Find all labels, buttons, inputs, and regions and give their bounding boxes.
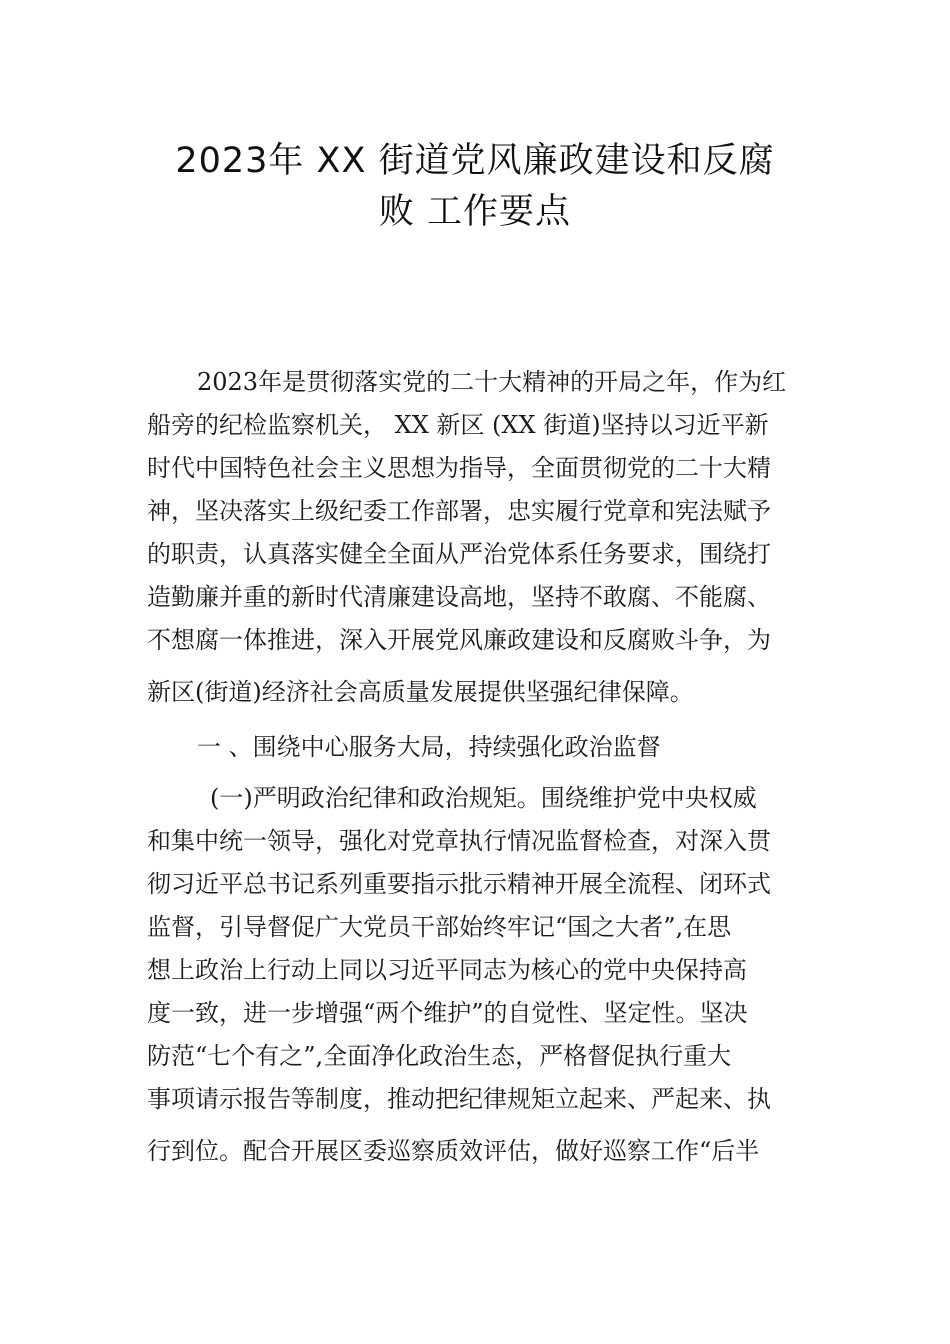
paragraph-line: 和集中统一领导，强化对党章执行情况监督检查，对深入贯 bbox=[147, 827, 771, 855]
document-title-line-1: 2023年 XX 街道党风廉政建设和反腐 bbox=[175, 141, 775, 181]
paragraph-line: 防范“七个有之”,全面净化政治生态，严格督促执行重大 bbox=[147, 1042, 732, 1070]
paragraph-line: 的职责，认真落实健全全面从严治党体系任务要求，围绕打 bbox=[147, 540, 771, 568]
paragraph-line: 时代中国特色社会主义思想为指导，全面贯彻党的二十大精 bbox=[147, 454, 771, 482]
paragraph-line: 造勤廉并重的新时代清廉建设高地，坚持不敢腐、不能腐、 bbox=[147, 583, 771, 611]
paragraph-line: 想上政治上行动上同以习近平同志为核心的党中央保持高 bbox=[147, 956, 747, 984]
section-heading: 一 、围绕中心服务大局，持续强化政治监督 bbox=[197, 733, 661, 761]
paragraph-line: 彻习近平总书记系列重要指示批示精神开展全流程、闭环式 bbox=[147, 870, 771, 898]
paragraph-line: 船旁的纪检监察机关， XX 新区 (XX 街道)坚持以习近平新 bbox=[147, 411, 769, 439]
document-title-line-2: 败 工作要点 bbox=[378, 192, 572, 232]
paragraph-line: 新区(街道)经济社会高质量发展提供坚强纪律保障。 bbox=[147, 678, 694, 706]
paragraph-line: 度一致，进一步增强“两个维护”的自觉性、坚定性。坚决 bbox=[147, 999, 748, 1027]
paragraph-line: 事项请示报告等制度，推动把纪律规矩立起来、严起来、执 bbox=[147, 1085, 771, 1113]
paragraph-line: 行到位。配合开展区委巡察质效评估，做好巡察工作“后半 bbox=[147, 1137, 760, 1165]
paragraph-line: 神，坚决落实上级纪委工作部署，忠实履行党章和宪法赋予 bbox=[147, 497, 771, 525]
paragraph-line: 监督，引导督促广大党员干部始终牢记“国之大者”,在思 bbox=[147, 913, 732, 941]
paragraph-line: 2023年是贯彻落实党的二十大精神的开局之年，作为红 bbox=[197, 368, 787, 396]
paragraph-line: 不想腐一体推进，深入开展党风廉政建设和反腐败斗争，为 bbox=[147, 626, 771, 654]
paragraph-line: (一)严明政治纪律和政治规矩。围绕维护党中央权威 bbox=[210, 784, 757, 812]
